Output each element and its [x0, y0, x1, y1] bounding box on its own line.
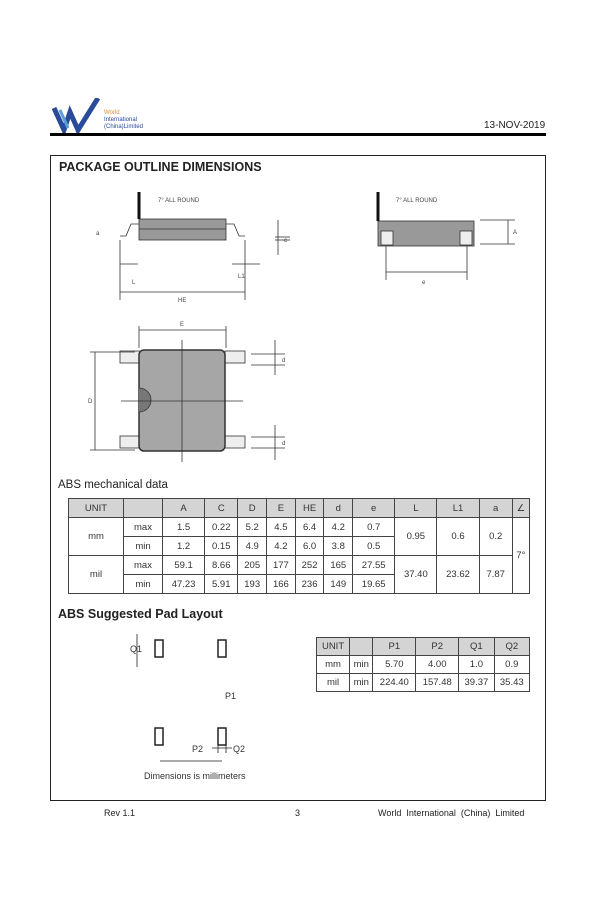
pad-layout-table — [316, 637, 530, 692]
label-d-bottom: d — [282, 441, 286, 447]
header-cell: UNIT — [69, 499, 124, 518]
label-D: D — [88, 399, 93, 405]
cell: 8.66 — [205, 556, 238, 575]
header-cell: ∠ — [512, 499, 529, 518]
label-c: c — [284, 238, 287, 244]
company-logo — [52, 98, 102, 134]
cell: mm — [317, 656, 350, 674]
table-row — [69, 518, 530, 537]
label-all-round-1: 7° ALL ROUND — [158, 198, 200, 204]
footer-page-number: 3 — [295, 808, 301, 818]
cell: 0.5 — [353, 537, 395, 556]
cell: 7.87 — [479, 556, 512, 594]
cell: 19.65 — [353, 575, 395, 594]
cell: 193 — [238, 575, 267, 594]
cell: 177 — [267, 556, 296, 575]
cell: 6.0 — [295, 537, 324, 556]
cell: 0.22 — [205, 518, 238, 537]
header-cell: D — [238, 499, 267, 518]
cell: 157.48 — [416, 674, 459, 692]
table-row — [317, 656, 530, 674]
section-title: PACKAGE OUTLINE DIMENSIONS — [59, 160, 262, 174]
mechanical-data-table — [68, 498, 530, 594]
cell: 5.2 — [238, 518, 267, 537]
cell: 39.37 — [459, 674, 494, 692]
cell: 37.40 — [395, 556, 437, 594]
cell: max — [124, 556, 163, 575]
cell: 165 — [324, 556, 353, 575]
cell: min — [124, 575, 163, 594]
header-cell: C — [205, 499, 238, 518]
cell: 4.2 — [324, 518, 353, 537]
cell: 236 — [295, 575, 324, 594]
label-all-round-2: 7° ALL ROUND — [396, 198, 438, 204]
header-cell: Q2 — [494, 638, 529, 656]
cell: 6.4 — [295, 518, 324, 537]
cell: 4.2 — [267, 537, 296, 556]
cell: mil — [317, 674, 350, 692]
header-cell: UNIT — [317, 638, 350, 656]
header-cell: d — [324, 499, 353, 518]
cell: 0.7 — [353, 518, 395, 537]
label-P1: P1 — [225, 691, 237, 701]
cell: 149 — [324, 575, 353, 594]
pad-layout-drawing — [100, 630, 310, 790]
cell: 4.00 — [416, 656, 459, 674]
logo-text: World International (China)Limited — [104, 110, 144, 130]
table-row — [69, 556, 530, 575]
label-P2: P2 — [192, 744, 204, 754]
table-header-row — [317, 638, 530, 656]
cell: 3.8 — [324, 537, 353, 556]
header-cell: P1 — [373, 638, 416, 656]
header-cell: Q1 — [459, 638, 494, 656]
cell: 7° — [512, 518, 529, 594]
header-cell — [350, 638, 373, 656]
header-cell: E — [267, 499, 296, 518]
table-row — [317, 674, 530, 692]
cell: 205 — [238, 556, 267, 575]
cell: 0.9 — [494, 656, 529, 674]
cell: 4.5 — [267, 518, 296, 537]
cell: min — [124, 537, 163, 556]
document-date: 13-NOV-2019 — [484, 120, 546, 131]
footer-rev: Rev 1.1 — [104, 808, 136, 818]
cell: 47.23 — [163, 575, 205, 594]
header-cell: a — [479, 499, 512, 518]
label-L: L — [132, 280, 136, 286]
cell: 27.55 — [353, 556, 395, 575]
label-HE: HE — [178, 298, 187, 304]
cell: 1.5 — [163, 518, 205, 537]
label-L1: L1 — [238, 274, 245, 280]
cell: 0.15 — [205, 537, 238, 556]
pad-heading: ABS Suggested Pad Layout — [58, 607, 223, 621]
cell: min — [350, 656, 373, 674]
footer-company: World International (China) Limited — [378, 808, 525, 818]
header-cell: L — [395, 499, 437, 518]
header-cell: P2 — [416, 638, 459, 656]
label-e: e — [422, 280, 426, 286]
label-E: E — [180, 322, 185, 328]
header-cell: HE — [295, 499, 324, 518]
cell: 1.0 — [459, 656, 494, 674]
table-header-row — [69, 499, 530, 518]
header-cell: L1 — [437, 499, 479, 518]
cell: 23.62 — [437, 556, 479, 594]
cell: 5.91 — [205, 575, 238, 594]
header-cell: A — [163, 499, 205, 518]
label-A: A — [513, 230, 518, 236]
header-cell: e — [353, 499, 395, 518]
header-cell — [124, 499, 163, 518]
dimensions-note: Dimensions is millimeters — [144, 771, 246, 781]
cell: 59.1 — [163, 556, 205, 575]
package-outline-drawing — [0, 180, 600, 480]
cell: 1.2 — [163, 537, 205, 556]
cell: mil — [69, 556, 124, 594]
cell: max — [124, 518, 163, 537]
header-rule — [50, 133, 546, 136]
label-d-top: d — [282, 358, 286, 364]
cell: 0.6 — [437, 518, 479, 556]
cell: 5.70 — [373, 656, 416, 674]
label-Q1: Q1 — [130, 644, 143, 654]
cell: 224.40 — [373, 674, 416, 692]
cell: min — [350, 674, 373, 692]
mech-heading: ABS mechanical data — [58, 479, 168, 491]
cell: mm — [69, 518, 124, 556]
cell: 0.95 — [395, 518, 437, 556]
cell: 0.2 — [479, 518, 512, 556]
label-a: a — [96, 231, 100, 237]
cell: 4.9 — [238, 537, 267, 556]
cell: 35.43 — [494, 674, 529, 692]
label-Q2: Q2 — [233, 744, 246, 754]
cell: 252 — [295, 556, 324, 575]
cell: 166 — [267, 575, 296, 594]
